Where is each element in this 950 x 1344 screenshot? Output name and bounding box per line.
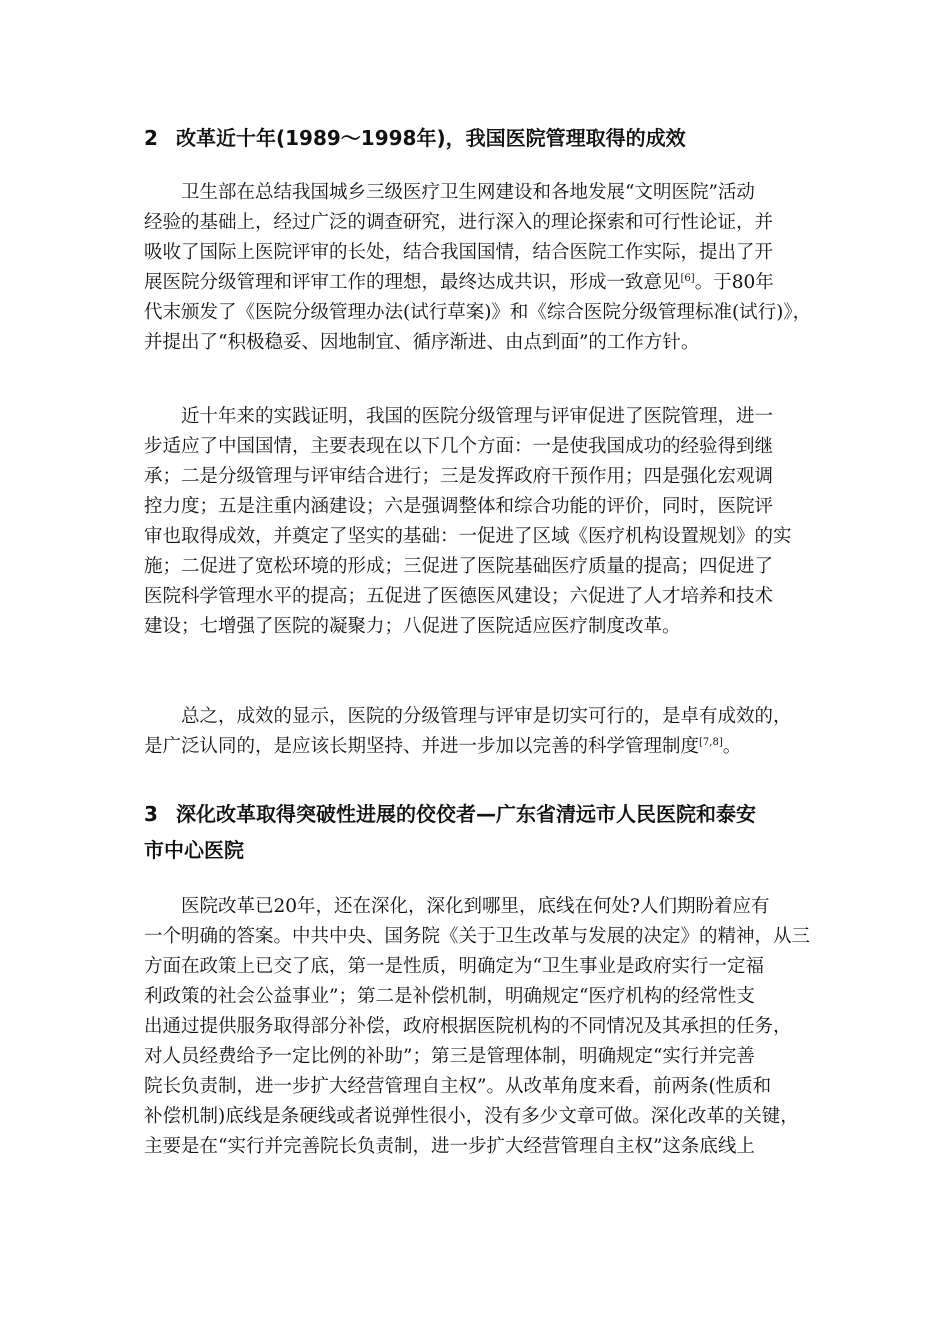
line-text: 。于80年 bbox=[694, 272, 774, 293]
paragraph-line: 方面在政策上已交了底，第一是性质，明确定为“卫生事业是政府实行一定福 bbox=[144, 956, 764, 977]
section-3-paragraph-1 bbox=[144, 892, 811, 1162]
paragraph-line: 步适应了中国国情，主要表现在以下几个方面：一是使我国成功的经验得到继 bbox=[144, 436, 774, 457]
section-2-title: 改革近十年(1989～1998年)，我国医院管理取得的成效 bbox=[176, 126, 686, 150]
section-3-heading bbox=[144, 796, 814, 868]
paragraph-line: 代末颁发了《医院分级管理办法(试行草案)》和《综合医院分级管理标准(试行)》， bbox=[144, 302, 812, 323]
paragraph-line: 吸收了国际上医院评审的长处，结合我国国情，结合医院工作实际，提出了开 bbox=[144, 242, 774, 263]
paragraph-line: 一个明确的答案。中共中央、国务院《关于卫生改革与发展的决定》的精神，从三 bbox=[144, 926, 811, 947]
paragraph-line: 利政策的社会公益事业”；第二是补偿机制，明确规定“医疗机构的经常性支 bbox=[144, 986, 755, 1007]
section-2-number: 2 bbox=[144, 126, 158, 150]
paragraph-line: 院长负责制，进一步扩大经营管理自主权”。从改革角度来看，前两条(性质和 bbox=[144, 1076, 772, 1097]
paragraph-line bbox=[144, 732, 804, 762]
section-3-title-line-1: 深化改革取得突破性进展的佼佼者—广东省清远市人民医院和泰安 bbox=[176, 802, 756, 826]
section-2-heading bbox=[144, 120, 814, 156]
section-2-paragraph-2 bbox=[144, 402, 804, 642]
paragraph-line: 承；二是分级管理与评审结合进行；三是发挥政府干预作用；四是强化宏观调 bbox=[144, 466, 774, 487]
section-3-number: 3 bbox=[144, 802, 158, 826]
paragraph-line: 总之，成效的显示，医院的分级管理与评审是切实可行的，是卓有成效的， bbox=[181, 706, 792, 727]
paragraph-line: 施；二促进了宽松环境的形成；三促进了医院基础医疗质量的提高；四促进了 bbox=[144, 556, 774, 577]
line-text: 是广泛认同的，是应该长期坚持、并进一步加以完善的科学管理制度 bbox=[144, 736, 700, 757]
paragraph-line: 建设；七增强了医院的凝聚力；八促进了医院适应医疗制度改革。 bbox=[144, 616, 681, 637]
paragraph-line: 控力度；五是注重内涵建设；六是强调整体和综合功能的评价，同时，医院评 bbox=[144, 496, 774, 517]
paragraph-line: 主要是在“实行并完善院长负责制，进一步扩大经营管理自主权”这条底线上 bbox=[144, 1136, 755, 1157]
paragraph-line: 经验的基础上，经过广泛的调查研究，进行深入的理论探索和可行性论证，并 bbox=[144, 212, 774, 233]
paragraph-line: 并提出了“积极稳妥、因地制宜、循序渐进、由点到面”的工作方针。 bbox=[144, 332, 700, 353]
section-3-title-line-2: 市中心医院 bbox=[144, 838, 244, 862]
citation-ref: [7,8] bbox=[699, 737, 723, 748]
section-2-paragraph-3 bbox=[144, 702, 804, 762]
paragraph-line: 补偿机制)底线是条硬线或者说弹性很小，没有多少文章可做。深化改革的关键， bbox=[144, 1106, 799, 1127]
paragraph-line bbox=[144, 268, 804, 298]
paragraph-line: 医院科学管理水平的提高；五促进了医德医风建设；六促进了人才培养和技术 bbox=[144, 586, 774, 607]
paragraph-line: 卫生部在总结我国城乡三级医疗卫生网建设和各地发展“文明医院”活动 bbox=[181, 182, 755, 203]
paragraph-line: 出通过提供服务取得部分补偿，政府根据医院机构的不同情况及其承担的任务， bbox=[144, 1016, 792, 1037]
paragraph-line: 对人员经费给予一定比例的补助”；第三是管理体制，明确规定“实行并完善 bbox=[144, 1046, 755, 1067]
paragraph-line: 医院改革已20年，还在深化，深化到哪里，底线在何处?人们期盼着应有 bbox=[181, 896, 770, 917]
paragraph-line: 近十年来的实践证明，我国的医院分级管理与评审促进了医院管理，进一 bbox=[181, 406, 774, 427]
paragraph-line: 审也取得成效，并奠定了坚实的基础：一促进了区域《医疗机构设置规划》的实 bbox=[144, 526, 792, 547]
line-text: 展医院分级管理和评审工作的理想，最终达成共识，形成一致意见 bbox=[144, 272, 681, 293]
citation-ref: [6] bbox=[680, 273, 695, 284]
line-text: 。 bbox=[722, 736, 742, 757]
section-2-paragraph-1 bbox=[144, 178, 812, 358]
